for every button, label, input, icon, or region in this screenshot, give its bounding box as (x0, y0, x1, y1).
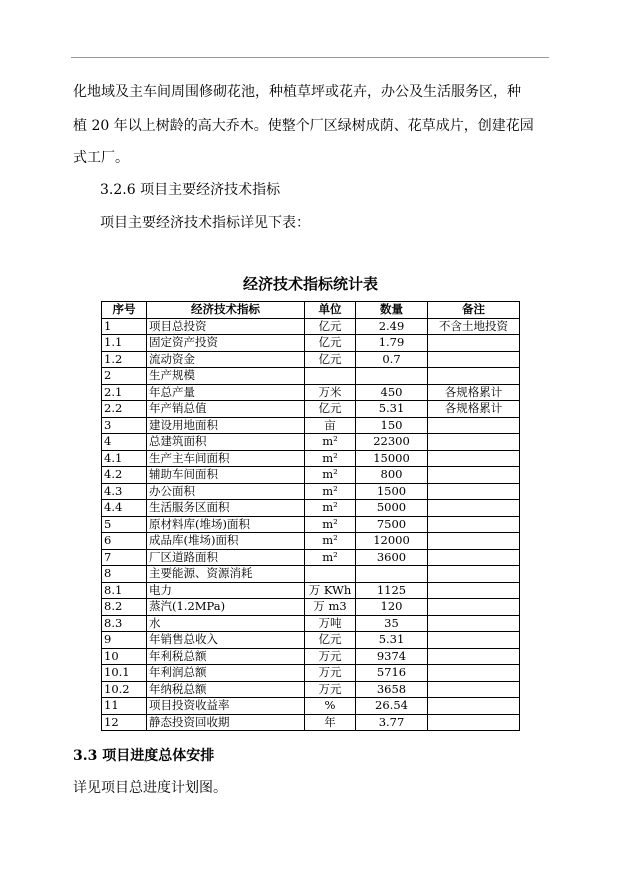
cell-seq: 8.2 (102, 599, 147, 616)
cell-seq: 7 (102, 549, 147, 566)
cell-seq: 2.2 (102, 401, 147, 418)
cell-remark (428, 500, 520, 517)
cell-remark (428, 351, 520, 368)
cell-seq: 1.2 (102, 351, 147, 368)
cell-indicator: 原材料库(堆场)面积 (147, 516, 305, 533)
paragraph-line-3: 式工厂。 (73, 150, 129, 166)
cell-indicator: 静态投资回收期 (147, 714, 305, 731)
cell-quantity: 5000 (356, 500, 428, 517)
cell-indicator: 主要能源、资源消耗 (147, 566, 305, 583)
table-row (102, 335, 520, 352)
cell-seq: 2 (102, 368, 147, 385)
cell-unit: 万 KWh (305, 582, 356, 599)
cell-unit: 年 (305, 714, 356, 731)
cell-quantity (356, 566, 428, 583)
cell-remark: 各规格累计 (428, 384, 520, 401)
cell-unit: 亿元 (305, 318, 356, 335)
cell-quantity: 450 (356, 384, 428, 401)
table-row (102, 351, 520, 368)
header-indicator: 经济技术指标 (147, 302, 305, 319)
cell-seq: 3 (102, 417, 147, 434)
cell-quantity: 1.79 (356, 335, 428, 352)
table-row (102, 467, 520, 484)
cell-indicator: 电力 (147, 582, 305, 599)
cell-remark (428, 665, 520, 682)
cell-indicator: 总建筑面积 (147, 434, 305, 451)
cell-remark (428, 467, 520, 484)
cell-indicator: 年利润总额 (147, 665, 305, 682)
cell-remark (428, 599, 520, 616)
table-title: 经济技术指标统计表 (242, 275, 378, 293)
cell-remark (428, 632, 520, 649)
cell-quantity: 15000 (356, 450, 428, 467)
subsection-heading: 3.2.6 项目主要经济技术指标 (100, 182, 281, 198)
cell-remark: 不含土地投资 (428, 318, 520, 335)
cell-seq: 8.3 (102, 615, 147, 632)
cell-remark (428, 417, 520, 434)
table-row (102, 434, 520, 451)
table-header-row (102, 302, 520, 319)
cell-remark (428, 615, 520, 632)
cell-quantity: 3658 (356, 681, 428, 698)
cell-unit: 万米 (305, 384, 356, 401)
table-row (102, 500, 520, 517)
cell-remark (428, 566, 520, 583)
table-row (102, 615, 520, 632)
table-row (102, 368, 520, 385)
cell-indicator: 固定资产投资 (147, 335, 305, 352)
cell-indicator: 办公面积 (147, 483, 305, 500)
cell-unit: m² (305, 516, 356, 533)
cell-remark (428, 368, 520, 385)
cell-seq: 8 (102, 566, 147, 583)
table-row (102, 714, 520, 731)
cell-quantity: 7500 (356, 516, 428, 533)
cell-quantity: 9374 (356, 648, 428, 665)
cell-unit: m² (305, 533, 356, 550)
cell-seq: 6 (102, 533, 147, 550)
cell-quantity: 1125 (356, 582, 428, 599)
cell-remark (428, 335, 520, 352)
cell-quantity: 800 (356, 467, 428, 484)
table-row (102, 599, 520, 616)
cell-seq: 10.2 (102, 681, 147, 698)
cell-unit: m² (305, 500, 356, 517)
cell-quantity: 150 (356, 417, 428, 434)
cell-indicator: 年纳税总额 (147, 681, 305, 698)
cell-unit: m² (305, 450, 356, 467)
cell-remark (428, 450, 520, 467)
cell-indicator: 年总产量 (147, 384, 305, 401)
cell-remark (428, 533, 520, 550)
table-row (102, 665, 520, 682)
cell-indicator: 辅助车间面积 (147, 467, 305, 484)
cell-seq: 4.3 (102, 483, 147, 500)
cell-unit: 亿元 (305, 335, 356, 352)
cell-unit: 万元 (305, 648, 356, 665)
cell-unit: m² (305, 483, 356, 500)
page-header-rule (71, 57, 549, 58)
cell-quantity: 22300 (356, 434, 428, 451)
section-text: 详见项目总进度计划图。 (73, 780, 227, 796)
table-row (102, 566, 520, 583)
cell-seq: 4 (102, 434, 147, 451)
cell-unit: 万吨 (305, 615, 356, 632)
cell-indicator: 生产规模 (147, 368, 305, 385)
cell-quantity (356, 368, 428, 385)
cell-seq: 12 (102, 714, 147, 731)
table-intro-text: 项目主要经济技术指标详见下表： (100, 215, 310, 231)
table-row (102, 533, 520, 550)
header-remark: 备注 (428, 302, 520, 319)
cell-remark (428, 714, 520, 731)
table-row (102, 582, 520, 599)
cell-indicator: 年利税总额 (147, 648, 305, 665)
cell-unit: 亿元 (305, 351, 356, 368)
table-row (102, 648, 520, 665)
cell-unit: % (305, 698, 356, 715)
cell-unit: 万元 (305, 665, 356, 682)
cell-unit: m² (305, 549, 356, 566)
cell-indicator: 生产主车间面积 (147, 450, 305, 467)
table-row (102, 483, 520, 500)
cell-remark (428, 648, 520, 665)
cell-indicator: 建设用地面积 (147, 417, 305, 434)
cell-indicator: 流动资金 (147, 351, 305, 368)
cell-seq: 4.1 (102, 450, 147, 467)
header-seq: 序号 (102, 302, 147, 319)
cell-seq: 4.4 (102, 500, 147, 517)
paragraph-line-2: 植 20 年以上树龄的高大乔木。使整个厂区绿树成荫、花草成片，创建花园 (73, 118, 534, 134)
cell-seq: 9 (102, 632, 147, 649)
cell-indicator: 项目投资收益率 (147, 698, 305, 715)
header-unit: 单位 (305, 302, 356, 319)
table-row (102, 401, 520, 418)
table-row (102, 450, 520, 467)
cell-quantity: 5716 (356, 665, 428, 682)
cell-remark (428, 483, 520, 500)
cell-unit: 亿元 (305, 632, 356, 649)
cell-remark (428, 516, 520, 533)
table-row (102, 384, 520, 401)
cell-seq: 2.1 (102, 384, 147, 401)
section-heading: 3.3 项目进度总体安排 (73, 748, 215, 764)
cell-quantity: 5.31 (356, 632, 428, 649)
cell-remark (428, 582, 520, 599)
cell-indicator: 项目总投资 (147, 318, 305, 335)
cell-quantity: 0.7 (356, 351, 428, 368)
cell-indicator: 年销售总收入 (147, 632, 305, 649)
cell-indicator: 厂区道路面积 (147, 549, 305, 566)
cell-seq: 5 (102, 516, 147, 533)
cell-seq: 10 (102, 648, 147, 665)
cell-unit: m² (305, 434, 356, 451)
cell-remark (428, 549, 520, 566)
cell-unit (305, 368, 356, 385)
cell-unit: m² (305, 467, 356, 484)
cell-remark (428, 434, 520, 451)
cell-seq: 11 (102, 698, 147, 715)
cell-unit: 亿元 (305, 401, 356, 418)
cell-unit: 亩 (305, 417, 356, 434)
table-row (102, 516, 520, 533)
cell-remark (428, 698, 520, 715)
cell-indicator: 蒸汽(1.2MPa) (147, 599, 305, 616)
cell-quantity: 3.77 (356, 714, 428, 731)
table-row (102, 698, 520, 715)
cell-indicator: 生活服务区面积 (147, 500, 305, 517)
table-row (102, 417, 520, 434)
cell-seq: 10.1 (102, 665, 147, 682)
table-row (102, 632, 520, 649)
cell-quantity: 1500 (356, 483, 428, 500)
cell-seq: 4.2 (102, 467, 147, 484)
cell-quantity: 26.54 (356, 698, 428, 715)
cell-seq: 1 (102, 318, 147, 335)
cell-quantity: 5.31 (356, 401, 428, 418)
cell-seq: 1.1 (102, 335, 147, 352)
table-row (102, 318, 520, 335)
cell-indicator: 水 (147, 615, 305, 632)
economic-indicators-table (101, 301, 520, 731)
table-row (102, 681, 520, 698)
header-quantity: 数量 (356, 302, 428, 319)
table-row (102, 549, 520, 566)
cell-seq: 8.1 (102, 582, 147, 599)
cell-quantity: 3600 (356, 549, 428, 566)
cell-remark (428, 681, 520, 698)
cell-indicator: 成品库(堆场)面积 (147, 533, 305, 550)
paragraph-line-1: 化地域及主车间周围修砌花池，种植草坪或花卉，办公及生活服务区，种 (73, 84, 521, 100)
cell-remark: 各规格累计 (428, 401, 520, 418)
cell-quantity: 35 (356, 615, 428, 632)
cell-quantity: 2.49 (356, 318, 428, 335)
cell-indicator: 年产销总值 (147, 401, 305, 418)
cell-quantity: 120 (356, 599, 428, 616)
cell-unit: 万元 (305, 681, 356, 698)
cell-unit (305, 566, 356, 583)
cell-unit: 万 m3 (305, 599, 356, 616)
cell-quantity: 12000 (356, 533, 428, 550)
